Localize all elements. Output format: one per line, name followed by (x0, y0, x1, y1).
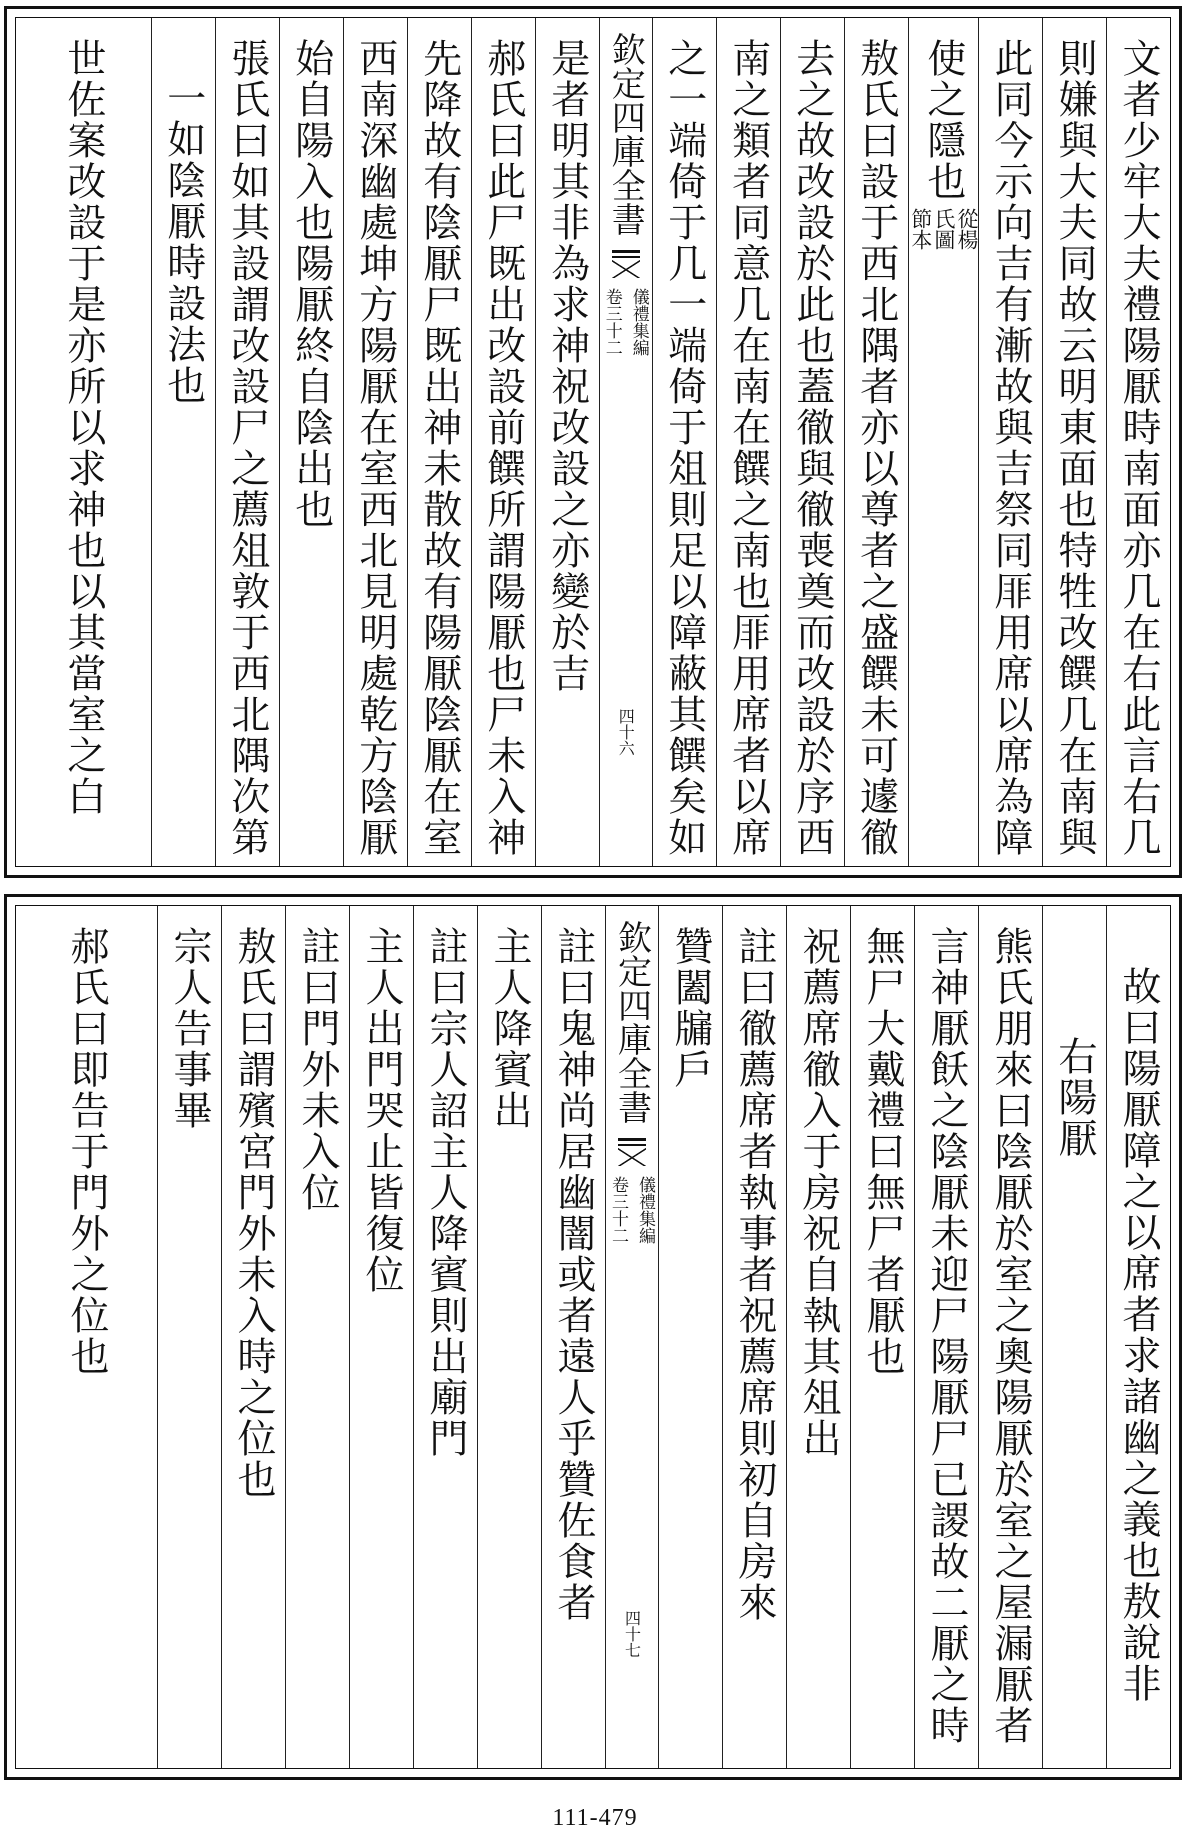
text-column: 贊闔牖戶 (658, 906, 722, 1768)
text-column: 西南深幽處坤方陽厭在室西北見明處乾方陰厭 (343, 18, 407, 866)
text-column: 主人出門哭止皆復位 (349, 906, 413, 1768)
text-column: 言神厭飫之陰厭未迎尸陽厭尸已謖故二厭之時 (914, 906, 978, 1768)
text-column: 註曰徹薦席者執事者祝薦席則初自房來 (722, 906, 786, 1768)
text-column: 一如陰厭時設法也 (151, 18, 215, 866)
text-column: 註曰門外未入位 (285, 906, 349, 1768)
inner-frame (15, 17, 1171, 867)
text-column: 無尸大戴禮曰無尸者厭也 (850, 906, 914, 1768)
leaf-number: 四十七 (622, 1610, 642, 1658)
text-column: 宗人告事畢 (157, 906, 221, 1768)
center-margin-strip (605, 906, 658, 1768)
fishtail-mark-icon (612, 250, 640, 280)
text-column: 註曰鬼神尚居幽闇或者遠人乎贊佐食者 (541, 906, 605, 1768)
book-title: 儀禮集編 卷三十二 (608, 1176, 655, 1244)
text-column: 南之類者同意几在南在饌之南也厞用席者以席 (716, 18, 780, 866)
text-column: 熊氏朋來曰陰厭於室之奧陽厭於室之屋漏厭者 (978, 906, 1042, 1768)
text-column: 郝氏曰即告于門外之位也 (64, 926, 109, 1377)
inner-frame (15, 905, 1171, 1769)
collection-title: 欽定四庫全書 (605, 32, 646, 236)
text-column: 使之隱也 從楊氏圖節本 (908, 18, 978, 866)
book-title: 儀禮集編 卷三十二 (601, 288, 649, 356)
fishtail-mark-icon (618, 1138, 646, 1168)
center-margin-strip (599, 18, 652, 866)
leaf-number: 四十六 (616, 708, 636, 756)
outer-frame (4, 894, 1182, 1780)
text-column: 先降故有陰厭尸既出神未散故有陽厭陰厭在室 (407, 18, 471, 866)
text-columns (16, 18, 1170, 866)
page-number: 111-479 (552, 1805, 638, 1831)
text-column: 故曰陽厭障之以席者求諸幽之義也敖說非 (1106, 906, 1170, 1768)
text-column: 則嫌與大夫同故云明東面也特牲改饌几在南與 (1042, 18, 1106, 866)
text-column: 郝氏曰此尸既出改設前饌所謂陽厭也尸未入神 (471, 18, 535, 866)
section-heading: 右陽厭 (1042, 906, 1106, 1768)
text-column: 祝薦席徹入于房祝自執其俎出 (786, 906, 850, 1768)
collection-title: 欽定四庫全書 (611, 920, 652, 1124)
text-column: 主人降賓出 (477, 906, 541, 1768)
text-column: 去之故改設於此也蓋徹與徹喪奠而改設於序西 (780, 18, 844, 866)
text-column: 張氏曰如其設謂改設尸之薦俎敦于西北隅次第 (215, 18, 279, 866)
text-column: 此同今示向吉有漸故與吉祭同厞用席以席為障 (978, 18, 1042, 866)
text-column: 註曰宗人詔主人降賓則出廟門 (413, 906, 477, 1768)
text-column: 世佐案改設于是亦所以求神也以其當室之白 (60, 38, 106, 817)
text-column: 文者少牢大夫禮陽厭時南面亦几在右此言右几 (1106, 18, 1170, 866)
text-column: 是者明其非為求神祝改設之亦變於吉 (535, 18, 599, 866)
text-column: 始自陽入也陽厭終自陰出也 (279, 18, 343, 866)
text-column: 敖氏曰設于西北隅者亦以尊者之盛饌未可遽徹 (844, 18, 908, 866)
text-columns (16, 906, 1170, 1768)
lower-page (0, 888, 1190, 1780)
upper-page (0, 0, 1190, 892)
outer-frame (4, 6, 1182, 878)
text-column: 敖氏曰謂殯宮門外未入時之位也 (221, 906, 285, 1768)
text-column: 之一端倚于几一端倚于俎則足以障蔽其饌矣如 (652, 18, 716, 866)
annotation-note: 從楊氏圖節本 (908, 208, 979, 250)
